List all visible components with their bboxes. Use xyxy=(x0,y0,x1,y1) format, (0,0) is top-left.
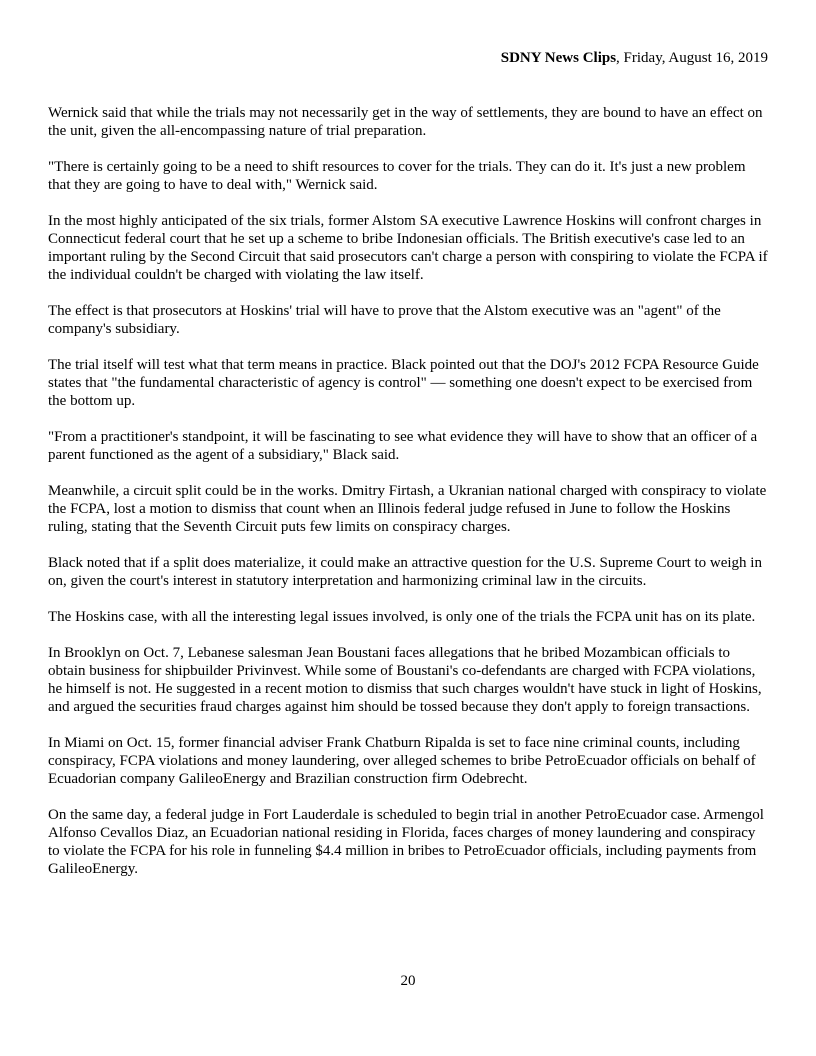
page-number: 20 xyxy=(400,973,416,989)
paragraph: Black noted that if a split does materialize, it could make an attractive question for the U.S. Supreme Court to weigh in on, given the court's interest in statutory interpretation and harmonizing criminal law in the circuits. xyxy=(48,555,762,589)
paragraph: "From a practitioner's standpoint, it will be fascinating to see what evidence they will have to show that an officer of a parent functioned as the agent of a subsidiary," Black said. xyxy=(48,429,758,463)
paragraph: The trial itself will test what that term means in practice. Black pointed out that the DOJ's 2012 FCPA Resource Guide states that "the fundamental characteristic of agency is control" — something one doesn't expect to be exercised from the bottom up. xyxy=(48,357,759,409)
paragraph: In Miami on Oct. 15, former financial adviser Frank Chatburn Ripalda is set to face nine criminal counts, including conspiracy, FCPA violations and money laundering, over alleged schemes to bribe PetroEcuador officials on behalf of Ecuadorian company GalileoEnergy and Brazilian construction firm Odebrecht. xyxy=(48,735,756,787)
paragraph: Wernick said that while the trials may not necessarily get in the way of settlements, they are bound to have an effect on the unit, given the all-encompassing nature of trial preparation. xyxy=(48,105,763,139)
paragraph: In the most highly anticipated of the six trials, former Alstom SA executive Lawrence Hoskins will confront charges in Connecticut federal court that he set up a scheme to bribe Indonesian officials. The British executive's case led to an important ruling by the Second Circuit that said prosecutors can't charge a person with conspiring to violate the FCPA if the individual couldn't be charged with violating the law itself. xyxy=(48,213,768,283)
paragraph: The effect is that prosecutors at Hoskins' trial will have to prove that the Alstom executive was an "agent" of the company's subsidiary. xyxy=(48,303,721,337)
paragraph: The Hoskins case, with all the interesting legal issues involved, is only one of the trials the FCPA unit has on its plate. xyxy=(48,609,756,625)
header-date: Friday, August 16, 2019 xyxy=(623,50,768,66)
header-separator: , xyxy=(616,50,624,66)
paragraph: In Brooklyn on Oct. 7, Lebanese salesman Jean Boustani faces allegations that he bribed Mozambican officials to obtain business for shipbuilder Privinvest. While some of Boustani's co-defendants are charged with FCPA violations, he himself is not. He suggested in a recent motion to dismiss that such charges wouldn't have stuck in light of Hoskins, and argued the securities fraud charges against him should be tossed because they don't apply to foreign transactions. xyxy=(48,645,762,715)
publication-name: SDNY News Clips xyxy=(500,50,617,66)
paragraph: Meanwhile, a circuit split could be in the works. Dmitry Firtash, a Ukranian national charged with conspiracy to violate the FCPA, lost a motion to dismiss that count when an Illinois federal judge refused in June to follow the Hoskins ruling, stating that the Seventh Circuit puts few limits on conspiracy charges. xyxy=(48,483,767,535)
paragraph: "There is certainly going to be a need to shift resources to cover for the trials. They can do it. It's just a new problem that they are going to have to deal with," Wernick said. xyxy=(48,159,746,193)
page-header xyxy=(501,49,768,67)
paragraph: On the same day, a federal judge in Fort Lauderdale is scheduled to begin trial in another PetroEcuador case. Armengol Alfonso Cevallos Diaz, an Ecuadorian national residing in Florida, faces charges of money laundering and conspiracy to violate the FCPA for his role in funneling $4.4 million in bribes to PetroEcuador officials, including payments from GalileoEnergy. xyxy=(48,807,764,877)
article-body xyxy=(48,104,770,896)
